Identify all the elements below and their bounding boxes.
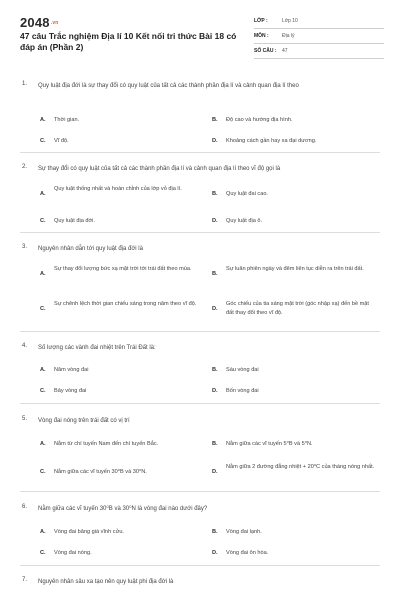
option-text: Vòng đai lạnh. [226, 529, 262, 535]
option-text: Quy luật địa đới. [54, 218, 95, 224]
question-number: 4. [22, 343, 28, 349]
question-divider [20, 331, 380, 332]
option-letter: A. [40, 441, 46, 447]
meta-value: Lớp 10 [282, 18, 298, 24]
question-divider [20, 491, 380, 492]
meta-value: 47 [282, 48, 288, 54]
question-divider [20, 403, 380, 404]
option-letter: A. [40, 367, 46, 373]
option-letter: D. [212, 388, 218, 394]
question-text: Số lượng các vành đai nhiệt trên Trái Đất là: [38, 345, 156, 351]
option-text: Nằm giữa các vĩ tuyến 5⁰B và 5⁰N. [226, 441, 313, 447]
question-text: Sự thay đổi có quy luật của tất cả các thành phần địa lí và cảnh quan địa lí theo vĩ độ gọi là [38, 166, 281, 172]
site-logo[interactable] [20, 15, 59, 30]
option-text: Vòng đai băng giá vĩnh cửu. [54, 529, 124, 535]
question-number: 6. [22, 504, 28, 510]
logo-suffix: .vn [50, 20, 59, 26]
question-number: 1. [22, 81, 28, 87]
option-text: Quy luật đai cao. [226, 191, 268, 197]
option-text: Nằm từ chí tuyến Nam đến chí tuyến Bắc. [54, 441, 159, 447]
option-text: Độ cao và hướng địa hình. [226, 117, 293, 123]
option-letter: B. [212, 191, 218, 197]
option-letter: C. [40, 218, 46, 224]
question-text: Quy luật địa đới là sự thay đổi có quy luật của tất cả các thành phần địa lí và cảnh quan địa lí theo [38, 83, 299, 89]
option-letter: B. [212, 367, 218, 373]
option-letter: C. [40, 306, 46, 312]
option-letter: A. [40, 271, 46, 277]
logo-text: 2048 [20, 15, 50, 30]
option-letter: B. [212, 271, 218, 277]
question-text: Nằm giữa các vĩ tuyến 30⁰B và 30⁰N là vòng đai nào dưới đây? [38, 506, 208, 512]
option-letter: D. [212, 306, 218, 312]
question-number: 2. [22, 164, 28, 170]
option-text: Nằm giữa các vĩ tuyến 30⁰B và 30⁰N. [54, 469, 147, 475]
option-letter: D. [212, 138, 218, 144]
option-text: Vòng đai nóng. [54, 550, 92, 556]
option-text: Quy luật địa ô. [226, 218, 263, 224]
option-letter: D. [212, 469, 218, 475]
option-text: Bảy vòng đai [54, 388, 87, 394]
option-text: Sáu vòng đai [226, 367, 259, 373]
option-text: Vĩ độ. [54, 138, 69, 144]
document-title: 47 câu Trắc nghiệm Địa lí 10 Kết nối tri thức Bài 18 có đáp án (Phần 2) [20, 31, 237, 52]
option-text: Sự thay đổi lượng bức xạ mặt trời tới trái đất theo mùa. [54, 266, 192, 272]
meta-row-class [254, 14, 384, 29]
option-text: Bốn vòng đai [226, 388, 259, 394]
option-letter: C. [40, 138, 46, 144]
option-letter: C. [40, 550, 46, 556]
option-letter: D. [212, 550, 218, 556]
question-divider [20, 232, 380, 233]
question-text: Nguyên nhân sâu xa tạo nên quy luật phi địa đới là [38, 579, 174, 585]
option-letter: D. [212, 218, 218, 224]
meta-key: SỐ CÂU : [254, 48, 277, 54]
option-text: Năm vòng đai [54, 367, 89, 373]
question-text: Nguyên nhân dẫn tới quy luật địa đới là [38, 246, 143, 252]
meta-row-subject [254, 29, 384, 44]
question-number: 7. [22, 577, 28, 583]
option-letter: A. [40, 117, 46, 123]
option-text: Nằm giữa 2 đường đẳng nhiệt + 20⁰C của tháng nóng nhất. [226, 464, 375, 470]
question-divider [20, 152, 380, 153]
option-letter: B. [212, 117, 218, 123]
option-text: Vòng đai ôn hòa. [226, 550, 269, 556]
document-header [0, 0, 400, 62]
meta-table [254, 14, 384, 59]
option-letter: B. [212, 441, 218, 447]
option-letter: A. [40, 529, 46, 535]
option-text: Khoảng cách gần hay xa đại dương. [226, 138, 317, 144]
option-text: Thời gian. [54, 117, 80, 123]
question-number: 5. [22, 416, 28, 422]
option-text: Góc chiếu của tia sáng mặt trời (góc nhập xạ) đến bề mặt đất thay đổi theo vĩ độ. [226, 301, 369, 316]
question-number: 3. [22, 244, 28, 250]
option-letter: B. [212, 529, 218, 535]
meta-key: LỚP : [254, 18, 268, 24]
meta-row-count [254, 44, 384, 59]
question-text: Vòng đai nóng trên trái đất có vị trí [38, 418, 130, 424]
option-text: Quy luật thống nhất và hoàn chỉnh của lớp vỏ địa lí. [54, 186, 182, 192]
option-letter: C. [40, 388, 46, 394]
option-text: Sự luân phiên ngày và đêm liên tục diễn ra trên trái đất. [226, 266, 364, 272]
question-divider [20, 565, 380, 566]
meta-key: MÔN : [254, 33, 269, 39]
option-letter: A. [40, 191, 46, 197]
meta-value: Địa lý [282, 33, 295, 39]
option-text: Sự chênh lệch thời gian chiếu sáng trong năm theo vĩ độ. [54, 301, 197, 307]
option-letter: C. [40, 469, 46, 475]
